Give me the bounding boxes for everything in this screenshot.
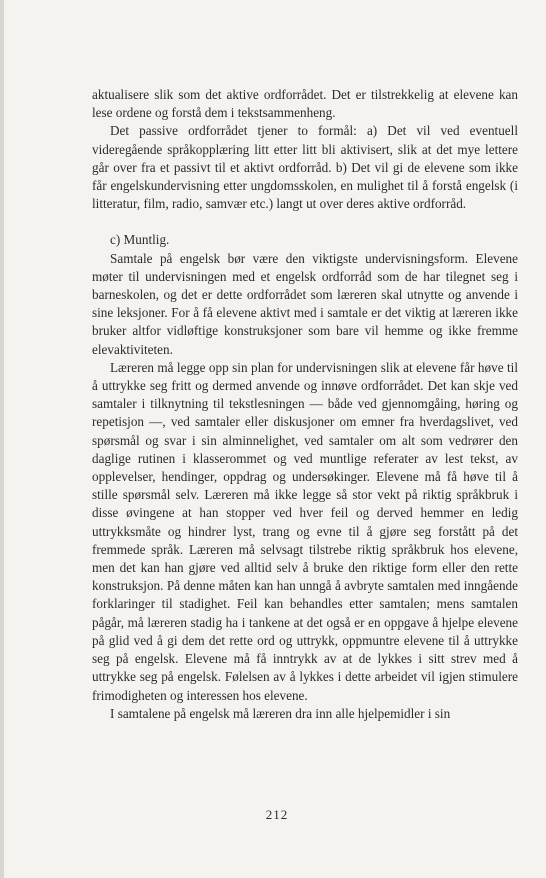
paragraph-passive-vocabulary: Det passive ordforrådet tjener to formål: a) Det vil ved eventuell videregående språkopplæring litt etter litt bli aktivisert, slik at det mye lettere går over fra et passivt til et aktivt ordforråd. b) Det vil gi de elevene som ikke får engelskundervisning etter ungdomsskolen, en mulighet til å forstå engelsk (i litteratur, film, radio, samvær etc.) langt ut over deres aktive ordforråd. — [92, 123, 518, 212]
body-text — [92, 86, 518, 723]
paragraph-teacher-plan: Læreren må legge opp sin plan for undervisningen slik at elevene får høve til å uttrykke seg fritt og dermed anvende og innøve ordforrådet. Det kan skje ved samtaler i tilknytning til tekstlesningen — både ved gjennomgåing, høring og repetisjon —, ved samtaler eller diskusjoner om emner fra hverdagslivet, ved spørsmål og svar i sin alminnelighet, ved samtaler om alt som vedrører den daglige rutinen i klasserommet og ved muntlige referater av lest tekst, av opplevelser, hendinger, oppdrag og undersøkinger. Elevene må få høve til å stille spørsmål selv. Læreren må ikke legge så stor vekt på riktig språkbruk i disse øvingene at han stopper ved hver feil og derved hemmer en ledig uttrykksmåte og hindrer lyst, trang og evne til å gjøre seg forstått på det fremmede språk. Læreren må selvsagt tilstrebe riktig språkbruk hos elevene, men det kan han gjøre ved alltid selv å bruke den riktige form eller den rette konstruksjon. På denne måten kan han unngå å avbryte samtalen med inngående forklaringer til stadighet. Feil kan behandles etter samtalen; mens samtalen pågår, må læreren stadig ha i tankene at det også er en oppgave å hjelpe elevene på glid ved å gi dem det rette ord og uttrykk, oppmuntre elevene til å uttrykke seg på engelsk. Elevene må få inntrykk av at de lykkes i sitt strev med å uttrykke seg på engelsk. Følelsen av å lykkes i dette arbeidet vil igjen stimulere frimodigheten og interessen hos elevene. — [92, 359, 518, 703]
section-heading-muntlig: c) Muntlig. — [110, 232, 170, 248]
page-number: 212 — [265, 807, 289, 822]
paragraph-continuation: aktualisere slik som det aktive ordforrådet. Det er tilstrekkelig at elevene kan lese ordene og forstå dem i tekstsammenheng. — [92, 87, 518, 121]
paragraph-final: I samtalene på engelsk må læreren dra inn alle hjelpemidler i sin — [110, 705, 451, 721]
paragraph-conversation: Samtale på engelsk bør være den viktigste undervisningsform. Elevene møter til undervisningen med et engelsk ordforråd som de har tilegnet seg i barneskolen, og det er dette ordforrådet som læreren skal utnytte og anvende i sine leksjoner. For å få elevene aktivt med i samtale er det viktig at læreren ikke bruker altfor vidløftige konstruksjoner som bare vil hemme og ikke fremme elevaktiviteten. — [92, 250, 518, 357]
